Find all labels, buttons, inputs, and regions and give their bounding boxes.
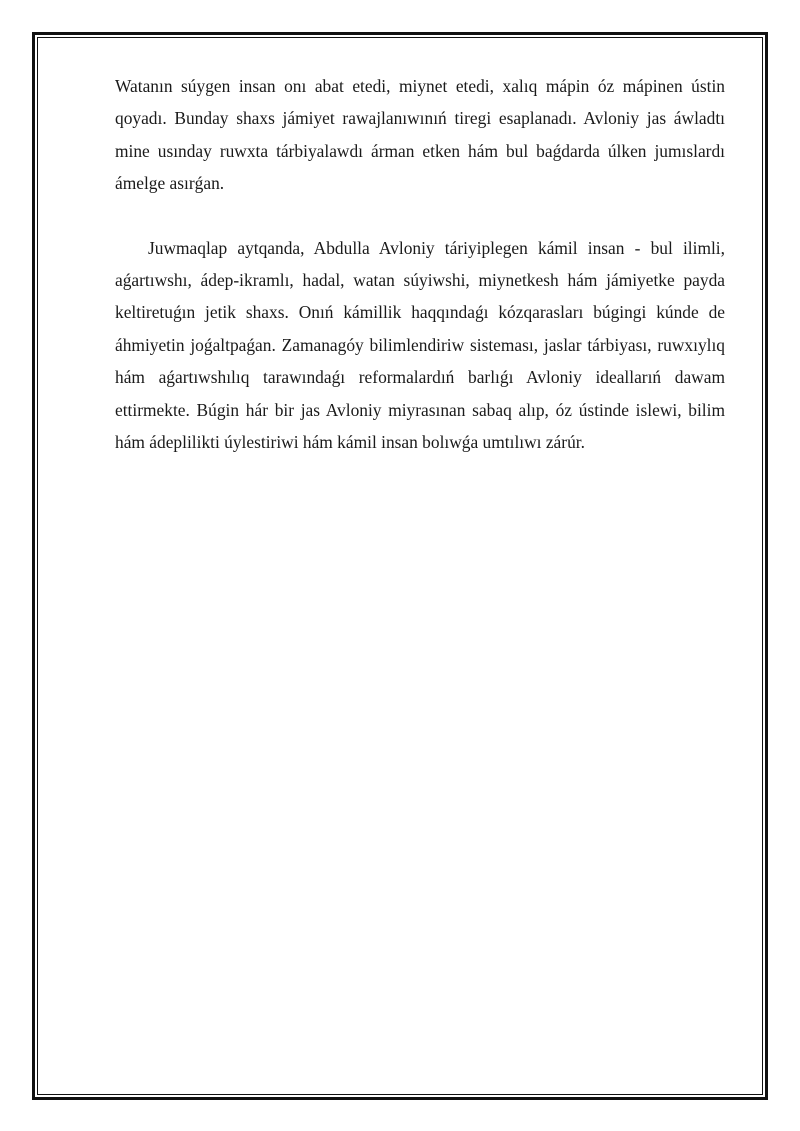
paragraph-2: Juwmaqlap aytqanda, Abdulla Avloniy táriyiplegen kámil insan - bul ilimli, aǵartıwshı, ádep-ikramlı, hadal, watan súyiwshi, miynetkesh hám jámiyetke payda keltiretuǵın jetik shaxs. Onıń kámillik haqqındaǵı kózqarasları búgingi kúnde de áhmiyetin joǵaltpaǵan. Zamanagóy bilimlendiriw sisteması, jaslar tárbiyası, ruwxıylıq hám aǵartıwshılıq tarawındaǵı reformalardıń barlıǵı Avloniy ideallarıń dawam ettirmekte. Búgin hár bir jas Avloniy miyrasınan sabaq alıp, óz ústinde islewi, bilim hám ádeplilikti úylestiriwi hám kámil insan bolıwǵa umtılıwı zárúr. [115,237,725,453]
paragraph-1: Watanın súygen insan onı abat etedi, miynet etedi, xalıq mápin óz mápinen ústin qoyadı. Bunday shaxs jámiyet rawajlanıwınıń tiregi esaplanadı. Avloniy jas áwladtı mine usınday ruwxta tárbiyalawdı árman etken hám bul baǵdarda úlken jumıslardı ámelge asırǵan. [115,76,725,194]
document-body [115,70,725,458]
